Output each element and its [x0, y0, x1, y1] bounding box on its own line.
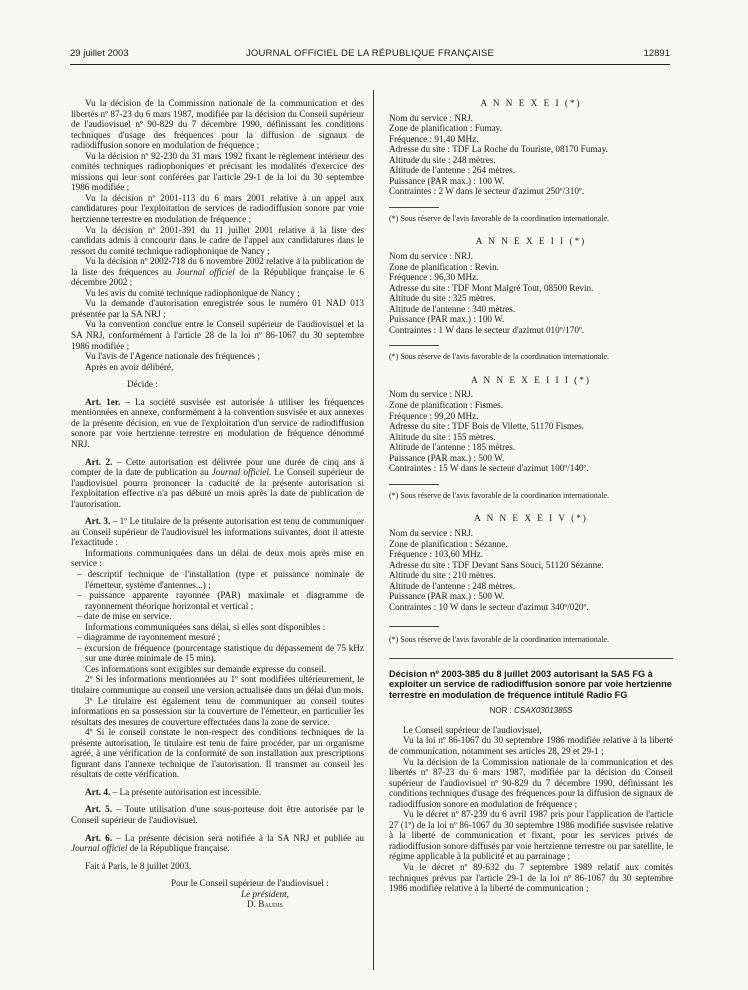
annex-line: Fréquence : 99,20 MHz. — [389, 410, 479, 421]
article-1: Art. 1er. – La société susvisée est autorisée à utiliser les fréquences mentionnées en annexe, conformément à la convention susvisée et aux annexes de la présente décision, en vue de l'exploitation d'un service de radiodiffusion sonore par voie hertzienne terrestre en modulation de fréquence dénommé NRJ. — [71, 396, 364, 449]
annex-line: Puissance (PAR max.) : 100 W. — [389, 175, 505, 186]
annex-line: Puissance (PAR max.) : 500 W. — [389, 591, 505, 602]
list-item: – descriptif technique de l'installation (type et puissance nominale de l'émetteur, système d'antennes...) ; — [77, 568, 364, 590]
annex-line: Adresse du site : TDF Mont Malgré Tout, 08500 Revin. — [389, 282, 594, 293]
paragraph: Vu le décret nº 89-632 du 7 septembre 1989 relatif aux comités techniques prévus par l'article 29-1 de la loi nº 86-1067 du 30 septembre 1986 modifiée relative à la liberté de communication ; — [389, 862, 673, 894]
divider — [389, 484, 439, 485]
annex-line: Zone de planification : Fismes. — [389, 400, 504, 411]
list-item: – date de mise en service. — [77, 611, 172, 622]
paragraph: Vu la décision nº 92-230 du 31 mars 1992 fixant le règlement intérieur des comités techniques radiophoniques et précisant les modalités d'exercice des missions qui leur sont conférées par l'article 29-1 de la loi du 30 septembre 1986 modifiée ; — [71, 150, 364, 193]
article-5: Art. 5. – Toute utilisation d'une sous-porteuse doit être autorisée par le Conseil supérieur de l'audiovisuel. — [71, 804, 364, 825]
annex-title: A N N E X E I I I (*) — [471, 374, 591, 385]
section-rule — [389, 658, 673, 659]
paragraph: Vu la décision nº 2002-718 du 6 novembre 2002 relative à la publication de la liste des fréquences au Journal officiel de la République française le 6 décembre 2002 ; — [71, 256, 364, 288]
paragraph: 4º Si le conseil constate le non-respect des conditions techniques de la présente autorisation, le titulaire est tenu de faire procéder, par un organisme agréé, à une vérification de la conformité de son installation aux prescriptions figurant dans l'annexe technique de l'autorisation. Il transmet au conseil les résultats de cette vérification. — [71, 727, 364, 780]
annex-line: Zone de planification : Sézanne. — [389, 538, 508, 549]
paragraph: Vu la décision de la Commission nationale de la communication et des libertés nº 87-23 du 6 mars 1987, modifiée par la décision du Conseil supérieur de l'audiovisuel nº 90-829 du 7 décembre 1990, définissant les conditions techniques d'usage des fréquences pour la diffusion de signaux de radiodiffusion sonore en modulation de fréquence ; — [389, 756, 673, 809]
signatory-title: Le président, — [241, 888, 289, 899]
signatory-name: D. Baudis — [247, 899, 283, 910]
annex-title: A N N E X E I I (*) — [475, 236, 587, 247]
annex-line: Zone de planification : Revin. — [389, 261, 499, 272]
annex-1 — [389, 98, 673, 224]
column-divider — [373, 90, 374, 970]
signatory-line: Pour le Conseil supérieur de l'audiovisuel : — [171, 878, 329, 889]
annex-line: Fréquence : 91,40 MHz. — [389, 133, 479, 144]
paragraph: Vu la convention conclue entre le Conseil supérieur de l'audiovisuel et la SA NRJ, conformément à l'article 28 de la loi nº 86-1067 du 30 septembre 1986 modifiée ; — [71, 319, 364, 351]
page-header — [70, 48, 670, 62]
annex-line: Altitude de l'antenne : 340 mètres. — [389, 303, 516, 314]
annex-4 — [389, 513, 673, 645]
annex-line: Nom du service : NRJ. — [389, 389, 473, 400]
annex-line: Zone de planification : Fumay. — [389, 123, 502, 134]
list-item: – diagramme de rayonnement mesuré ; — [77, 632, 221, 643]
paragraph: Vu la décision nº 2001-113 du 6 mars 2001 relative à un appel aux candidatures pour l'exploitation de services de radiodiffusion sonore par voie hertzienne terrestre en modulation de fréquence ; — [71, 192, 364, 225]
annex-3 — [389, 375, 673, 501]
annex-line: Puissance (PAR max.) : 500 W. — [389, 452, 505, 463]
paragraph: Vu l'avis de l'Agence nationale des fréquences ; — [85, 351, 260, 362]
article-4: Art. 4. – La présente autorisation est incessible. — [85, 786, 262, 797]
paragraph: Le Conseil supérieur de l'audiovisuel, — [403, 724, 542, 735]
header-journal-title: JOURNAL OFFICIEL DE LA RÉPUBLIQUE FRANÇAISE — [245, 48, 495, 59]
paragraph: Informations communiquées sans délai, si elles sont disponibles : — [85, 621, 326, 632]
paragraph: Vu la loi nº 86-1067 du 30 septembre 1986 modifiée relative à la liberté de communication, notamment ses articles 28, 29 et 29-1 ; — [389, 735, 673, 757]
annex-line: Nom du service : NRJ. — [389, 112, 473, 123]
annex-line: Nom du service : NRJ. — [389, 251, 473, 262]
header-rule — [70, 64, 670, 65]
right-column — [389, 98, 673, 894]
paragraph: Vu le décret nº 87-239 du 6 avril 1987 pris pour l'application de l'article 27 (1º) de la loi nº 86-1067 du 30 septembre 1986 modifiée susvisée relative à la liberté de communication et fixant, pour les services privés de radiodiffusion sonore diffusés par voie hertzienne terrestre ou par satellite, le régime applicable à la publicité et au parrainage ; — [389, 809, 673, 862]
annex-line: Altitude de l'antenne : 185 mètres. — [389, 442, 516, 453]
divider — [389, 345, 439, 346]
annex-line: Altitude du site : 325 mètres. — [389, 293, 496, 304]
header-page-number: 12891 — [643, 48, 670, 59]
annex-title: A N N E X E I (*) — [480, 98, 582, 108]
annex-line: Fréquence : 96,30 MHz. — [389, 272, 479, 283]
annex-title: A N N E X E I V (*) — [474, 513, 588, 524]
paragraph: Après en avoir délibéré, — [85, 361, 174, 372]
annex-line: Altitude du site : 210 mètres. — [389, 570, 496, 581]
left-column — [71, 98, 364, 910]
annex-line: Fréquence : 103,60 MHz. — [389, 549, 484, 560]
header-date: 29 juillet 2003 — [70, 48, 129, 59]
annex-line: Nom du service : NRJ. — [389, 527, 473, 538]
annex-footnote: (*) Sous réserve de l'avis favorable de la coordination internationale. — [389, 490, 610, 500]
annex-line: Adresse du site : TDF La Roche du Touriste, 08170 Fumay. — [389, 144, 608, 155]
annex-footnote: (*) Sous réserve de l'avis favorable de la coordination internationale. — [389, 635, 610, 645]
article-6: Art. 6. – La présente décision sera notifiée à la SA NRJ et publiée au Journal officiel de la République française. — [71, 832, 364, 854]
paragraph: Vu la décision de la Commission nationale de la communication et des libertés nº 87-23 du 6 mars 1987, modifiée par la décision du Conseil supérieur de l'audiovisuel nº 90-829 du 7 décembre 1990, définissant les conditions techniques d'usage des fréquences pour la diffusion de signaux de radiodiffusion sonore en modulation de fréquence ; — [71, 98, 364, 151]
paragraph: Ces informations sont exigibles sur demande expresse du conseil. — [85, 663, 327, 674]
decide-heading: Décide : — [127, 379, 158, 390]
article-3: Art. 3. – 1º Le titulaire de la présente autorisation est tenu de communiquer au Conseil supérieur de l'audiovisuel les informations suivantes, dont il atteste l'exactitude : — [71, 516, 364, 548]
article-2: Art. 2. – Cette autorisation est délivrée pour une durée de cinq ans à compter de la date de publication au Journal officiel. Le Conseil supérieur de l'audiovisuel pourra prononcer la caducité de la présente autorisation si l'exploitation effective n'a pas débuté un mois après la date de publication de l'autorisation. — [71, 456, 365, 509]
annex-line: Adresse du site : TDF Devant Sans Souci, 51120 Sézanne. — [389, 559, 604, 570]
annex-line: Contraintes : 15 W dans le secteur d'azimut 100º/140º. — [389, 463, 589, 474]
divider — [389, 626, 439, 627]
paragraph: Vu la demande d'autorisation enregistrée sous le numéro 01 NAD 013 présentée par la SA NRJ ; — [71, 298, 364, 319]
paragraph: Vu la décision nº 2001-391 du 11 juillet 2001 relative à la liste des candidats admis à concourir dans le cadre de l'appel aux candidatures dans le ressort du comité technique radiophonique de Nancy ; — [71, 224, 364, 256]
annex-2 — [389, 236, 673, 362]
annex-line: Altitude du site : 155 mètres. — [389, 431, 496, 442]
paragraph: 3º Le titulaire est également tenu de communiquer au conseil toutes informations en sa possession sur la couverture de l'émetteur, en particulier les résultats des mesures de couverture effectuées dans la zone de service. — [71, 695, 364, 727]
annex-line: Adresse du site : TDF Bois de Vilette, 51170 Fismes. — [389, 421, 585, 432]
paragraph: Vu les avis du comité technique radiophonique de Nancy ; — [85, 287, 300, 298]
divider — [389, 207, 439, 208]
annex-line: Altitude du site : 248 mètres. — [389, 154, 496, 165]
annex-line: Contraintes : 2 W dans le secteur d'azimut 250º/310º. — [389, 186, 585, 197]
annex-footnote: (*) Sous réserve de l'avis favorable de la coordination internationale. — [389, 352, 610, 362]
signing-date: Fait à Paris, le 8 juillet 2003. — [85, 860, 192, 871]
annex-footnote: (*) Sous réserve de l'avis favorable de la coordination internationale. — [389, 213, 610, 223]
paragraph: 2º Si les informations mentionnées au 1º sont modifiées ultérieurement, le titulaire communique au conseil une version actualisée dans un délai d'un mois. — [71, 674, 364, 695]
decision-title: Décision nº 2003-385 du 8 juillet 2003 autorisant la SAS FG à exploiter un service de radiodiffusion sonore par voie hertzienne terrestre en modulation de fréquence intitulé Radio FG — [389, 668, 672, 700]
paragraph: Informations communiquées dans un délai de deux mois après mise en service : — [71, 547, 364, 569]
annex-line: Contraintes : 1 W dans le secteur d'azimut 010º/170º. — [389, 324, 585, 335]
annex-line: Contraintes : 10 W dans le secteur d'azimut 340º/020º. — [389, 601, 589, 612]
list-item: – puissance apparente rayonnée (PAR) maximale et diagramme de rayonnement théorique horizontal et vertical ; — [77, 590, 364, 611]
annex-line: Puissance (PAR max.) : 100 W. — [389, 314, 505, 325]
annex-line: Altitude de l'antenne : 264 mètres. — [389, 165, 516, 176]
nor-reference: NOR : CSAX0301385S — [489, 706, 573, 716]
annex-line: Altitude de l'antenne : 248 mètres. — [389, 580, 516, 591]
list-item: – excursion de fréquence (pourcentage statistique du dépassement de 75 kHz sur une durée minimale de 15 min). — [77, 642, 364, 664]
